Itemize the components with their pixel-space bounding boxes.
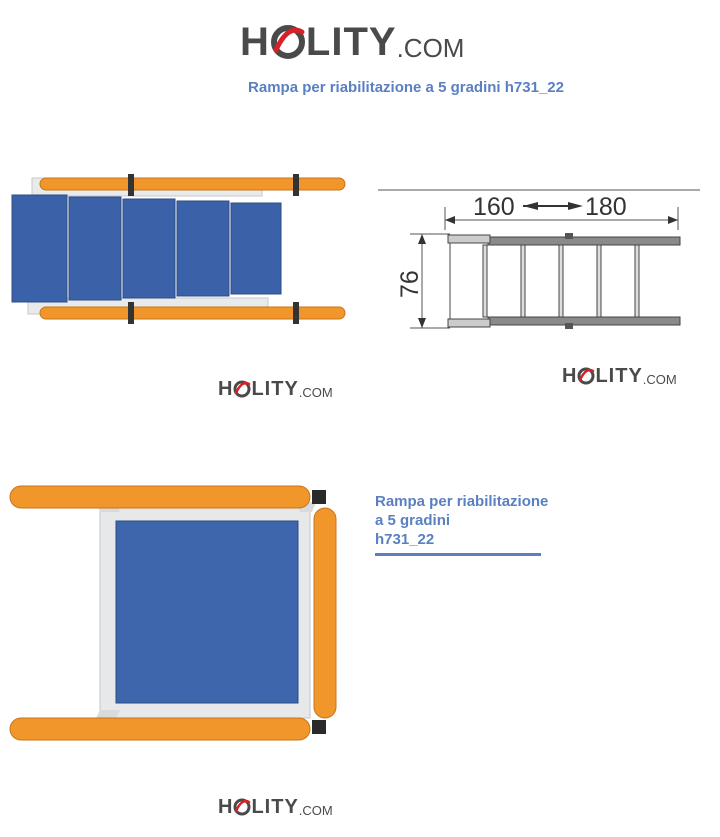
page-title: Rampa per riabilitazione a 5 gradini h731_22	[248, 79, 564, 96]
holity-logo-top	[240, 22, 464, 62]
description-line-3: h731_22	[375, 531, 435, 548]
logo-ring-icon	[233, 797, 251, 817]
description-line-2: a 5 gradini	[375, 512, 451, 529]
holity-logo-small-right	[562, 366, 677, 386]
product-description	[375, 492, 548, 549]
ramp-photo-top	[10, 168, 355, 328]
dimension-side: 76	[396, 270, 424, 298]
logo-letter-h: H	[240, 20, 270, 64]
dimension-top-right: 180	[585, 193, 627, 221]
logo-suffix-com: .COM	[298, 803, 333, 818]
logo-suffix-com: .COM	[642, 372, 677, 387]
logo-ring-icon	[233, 379, 251, 399]
ramp-technical-drawing	[378, 185, 703, 335]
logo-letter-h: H	[218, 796, 234, 818]
holity-logo-small-left	[218, 379, 333, 399]
logo-ring-icon	[270, 22, 306, 62]
description-underline	[375, 553, 541, 556]
logo-suffix-com: .COM	[298, 385, 333, 400]
logo-letters-lity: LITY	[305, 20, 397, 64]
logo-letters-lity: LITY	[251, 378, 299, 400]
logo-letter-h: H	[218, 378, 234, 400]
logo-ring-icon	[577, 366, 595, 386]
logo-letter-h: H	[562, 365, 578, 387]
ramp-platform-photo	[8, 484, 343, 746]
description-line-1: Rampa per riabilitazione	[375, 493, 549, 510]
logo-letters-lity: LITY	[251, 796, 299, 818]
logo-letters-lity: LITY	[595, 365, 643, 387]
dimension-top-left: 160	[473, 193, 515, 221]
logo-suffix-com: .COM	[396, 33, 465, 63]
holity-logo-bottom	[218, 797, 333, 817]
